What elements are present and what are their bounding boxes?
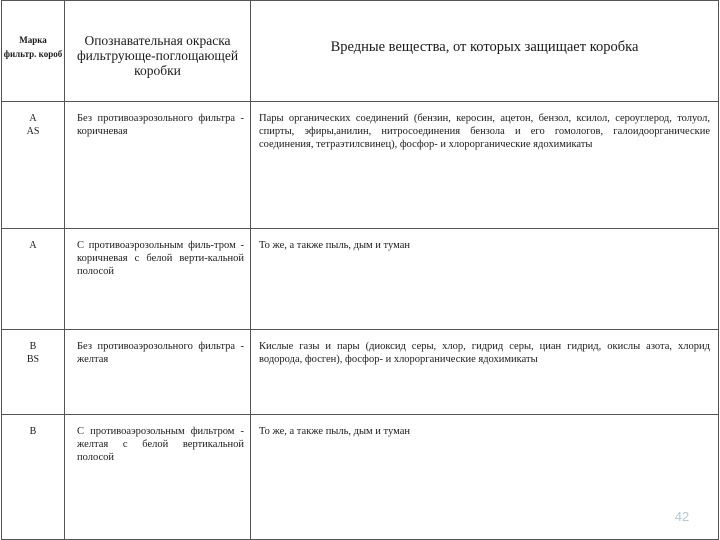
substances-cell: То же, а также пыль, дым и туман: [251, 229, 719, 330]
mark-cell: [2, 415, 65, 540]
color-cell: Без противоаэрозольного фильтра - желтая: [65, 330, 251, 415]
mark-code: A: [29, 113, 37, 124]
mark-cell: [2, 102, 65, 229]
substances-cell: То же, а также пыль, дым и туман: [251, 415, 719, 540]
color-cell: С противоаэрозольным фильтром - желтая с белой вертикальной полосой: [65, 415, 251, 540]
substances-cell: Пары органических соединений (бензин, керосин, ацетон, бензол, ксилол, сероуглерод, толуол, спирты, эфиры,анилин, нитросоединения бензола и его гомологов, галоидоорганические соединения, тетраэтилсвинец), фосфор- и хлорорганические ядохимикаты: [251, 102, 719, 229]
color-cell: С противоаэрозольным филь-тром - коричневая с белой верти-кальной полосой: [65, 229, 251, 330]
table-row: [2, 102, 719, 229]
filter-box-table: [1, 0, 719, 540]
header-mark: Марка фильтр. короб: [2, 1, 65, 102]
mark-code: B: [29, 341, 37, 352]
mark-code: B: [29, 426, 37, 437]
header-substances: Вредные вещества, от которых защищает коробка: [251, 1, 719, 102]
table-header-row: [2, 1, 719, 102]
mark-cell: [2, 229, 65, 330]
table-row: [2, 229, 719, 330]
mark-code-alt: BS: [26, 354, 40, 365]
page-number: 42: [674, 509, 690, 524]
table-row: [2, 330, 719, 415]
substances-cell: Кислые газы и пары (диоксид серы, хлор, гидрид серы, циан гидрид, окислы азота, хлорид водорода, фосген), фосфор- и хлорорганические ядохимикаты: [251, 330, 719, 415]
color-cell: Без противоаэрозольного фильтра - коричневая: [65, 102, 251, 229]
mark-code-alt: AS: [26, 126, 40, 137]
mark-code: A: [29, 240, 37, 251]
header-color: Опознавательная окраска фильтрующе-поглощающей коробки: [65, 1, 251, 102]
mark-cell: [2, 330, 65, 415]
table-row: [2, 415, 719, 540]
